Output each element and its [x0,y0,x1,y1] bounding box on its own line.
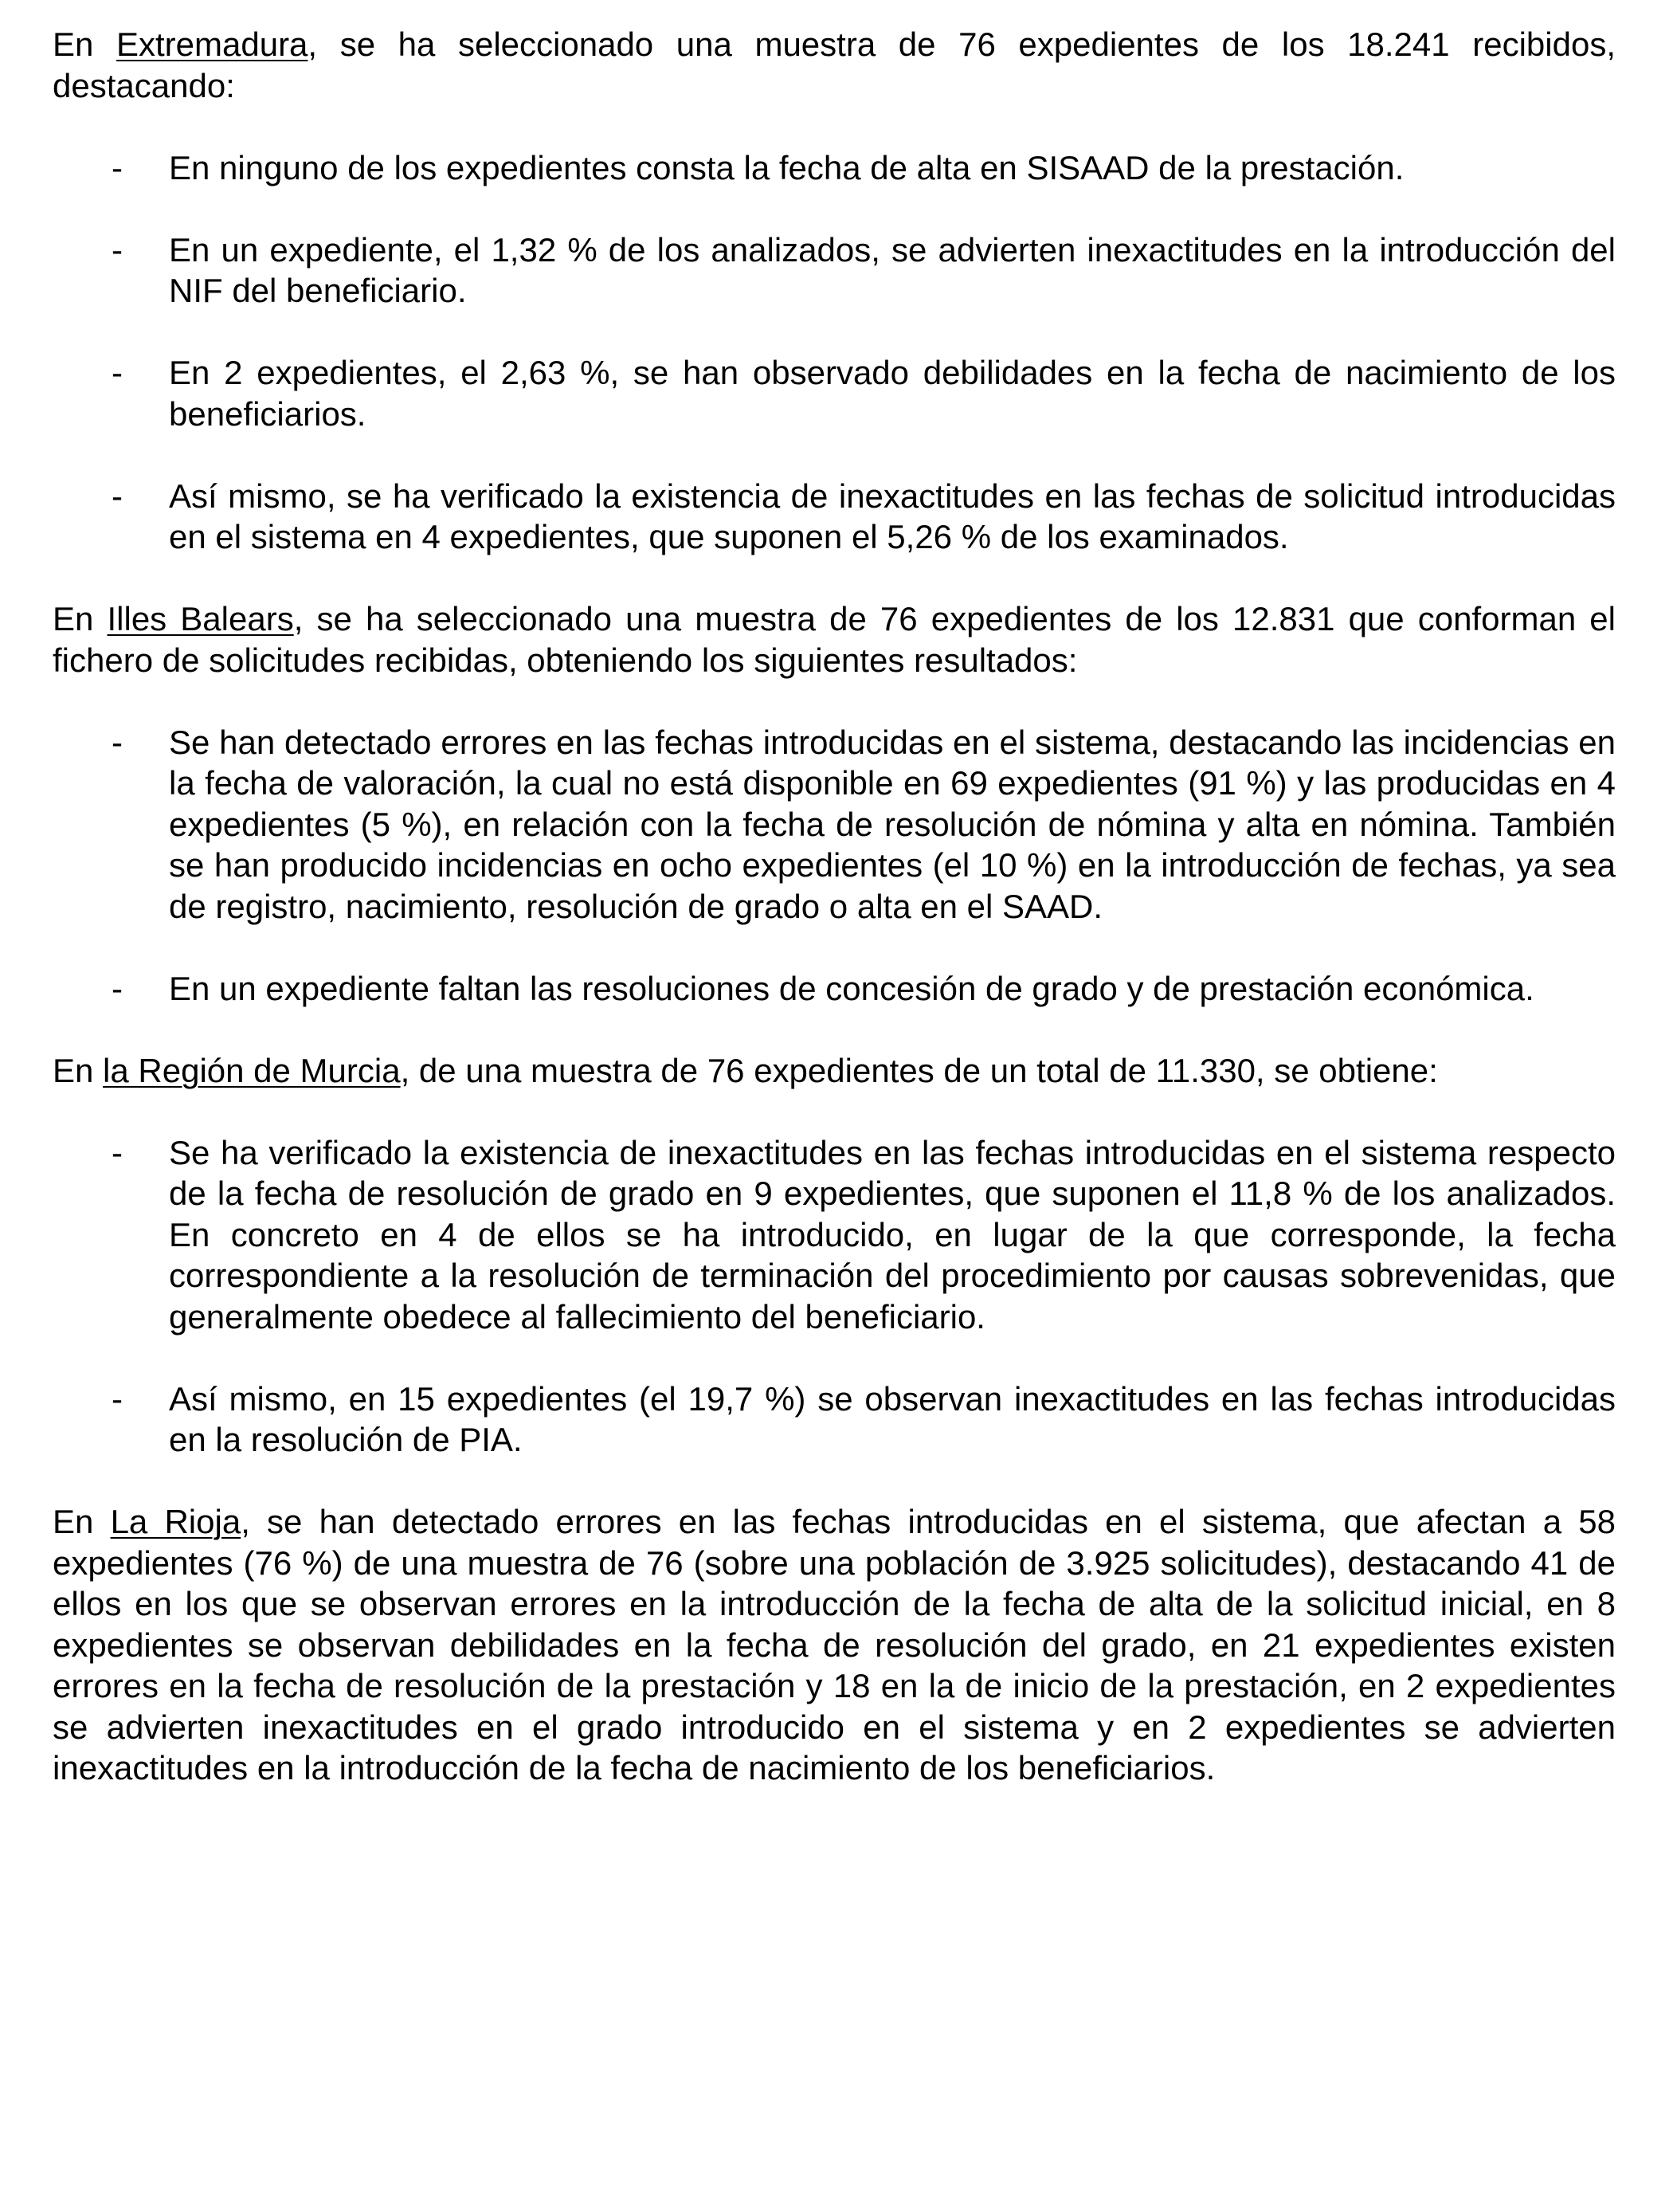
intro-text: , se ha seleccionado una muestra de 76 expedientes de los 12.831 que conforman el fichero de solicitudes recibidas, obteniendo los siguientes resultados: [53,600,1616,679]
bullet-dash: - [112,477,123,515]
list-item-text: Así mismo, se ha verificado la existencia de inexactitudes en las fechas de solicitud introducidas en el sistema en 4 expedientes, que suponen el 5,26 % de los examinados. [169,477,1616,555]
section-la-rioja-paragraph [53,1501,1616,1789]
intro-prefix: En [53,1503,111,1540]
list-item-text: En un expediente faltan las resoluciones de concesión de grado y de prestación económica. [169,969,1534,1007]
section-illes-balears-intro [53,598,1616,680]
section-extremadura-list [53,147,1616,558]
bullet-dash: - [112,230,123,269]
region-extremadura: Extremadura [116,25,308,63]
region-illes-balears: Illes Balears [107,600,294,637]
list-item-text: En un expediente, el 1,32 % de los analizados, se advierten inexactitudes en la introducción del NIF del beneficiario. [169,230,1616,309]
document-page [53,24,1616,1830]
bullet-dash: - [112,969,123,1007]
intro-text: , de una muestra de 76 expedientes de un total de 11.330, se obtiene: [400,1051,1438,1089]
list-item-text: En ninguno de los expedientes consta la fecha de alta en SISAAD de la prestación. [169,148,1405,186]
list-item-text: Se han detectado errores en las fechas introducidas en el sistema, destacando las incidencias en la fecha de valoración, la cual no está disponible en 69 expedientes (91 %) y las producidas en 4 expedientes (5 %), en relación con la fecha de resolución de nómina y alta en nómina. También se han producido incidencias en ocho expedientes (el 10 %) en la introducción de fechas, ya sea de registro, nacimiento, resolución de grado o alta en el SAAD. [169,723,1616,925]
list-item [53,476,1616,558]
list-item-text: Así mismo, en 15 expedientes (el 19,7 %) se observan inexactitudes en las fechas introducidas en la resolución de PIA. [169,1379,1616,1458]
paragraph-text: , se han detectado errores en las fechas introducidas en el sistema, que afectan a 58 expedientes (76 %) de una muestra de 76 (sobre una población de 3.925 solicitudes), destacando 41 de ellos en los que se observan errores en la introducción de la fecha de alta de la solicitud inicial, en 8 expedientes se observan debilidades en la fecha de resolución del grado, en 21 expedientes existen errores en la fecha de resolución de la prestación y 18 en la de inicio de la prestación, en 2 expedientes se advierten inexactitudes en el grado introducido en el sistema y en 2 expedientes se advierten inexactitudes en la introducción de la fecha de nacimiento de los beneficiarios. [53,1503,1616,1786]
list-item-text: Se ha verificado la existencia de inexactitudes en las fechas introducidas en el sistema respecto de la fecha de resolución de grado en 9 expedientes, que suponen el 11,8 % de los analizados. En concreto en 4 de ellos se ha introducido, en lugar de la que corresponde, la fecha correspondiente a la resolución de terminación del procedimiento por causas sobrevenidas, que generalmente obedece al fallecimiento del beneficiario. [169,1133,1616,1335]
section-illes-balears-list [53,722,1616,1010]
list-item [53,1132,1616,1338]
list-item [53,722,1616,928]
bullet-dash: - [112,1133,123,1171]
section-region-murcia-intro [53,1050,1616,1092]
section-extremadura-intro [53,24,1616,106]
list-item [53,229,1616,312]
intro-text: , se ha seleccionado una muestra de 76 expedientes de los 18.241 recibidos, destacando: [53,25,1616,104]
region-murcia: la Región de Murcia [103,1051,401,1089]
list-item [53,968,1616,1010]
section-region-murcia-list [53,1132,1616,1461]
region-la-rioja: La Rioja [110,1503,241,1540]
list-item-text: En 2 expedientes, el 2,63 %, se han observado debilidades en la fecha de nacimiento de los beneficiarios. [169,354,1616,433]
intro-prefix: En [53,25,116,63]
bullet-dash: - [112,1379,123,1418]
list-item [53,147,1616,189]
intro-prefix: En [53,1051,104,1089]
bullet-dash: - [112,148,123,186]
list-item [53,352,1616,434]
bullet-dash: - [112,723,123,761]
list-item [53,1379,1616,1461]
bullet-dash: - [112,354,123,391]
intro-prefix: En [53,600,108,637]
